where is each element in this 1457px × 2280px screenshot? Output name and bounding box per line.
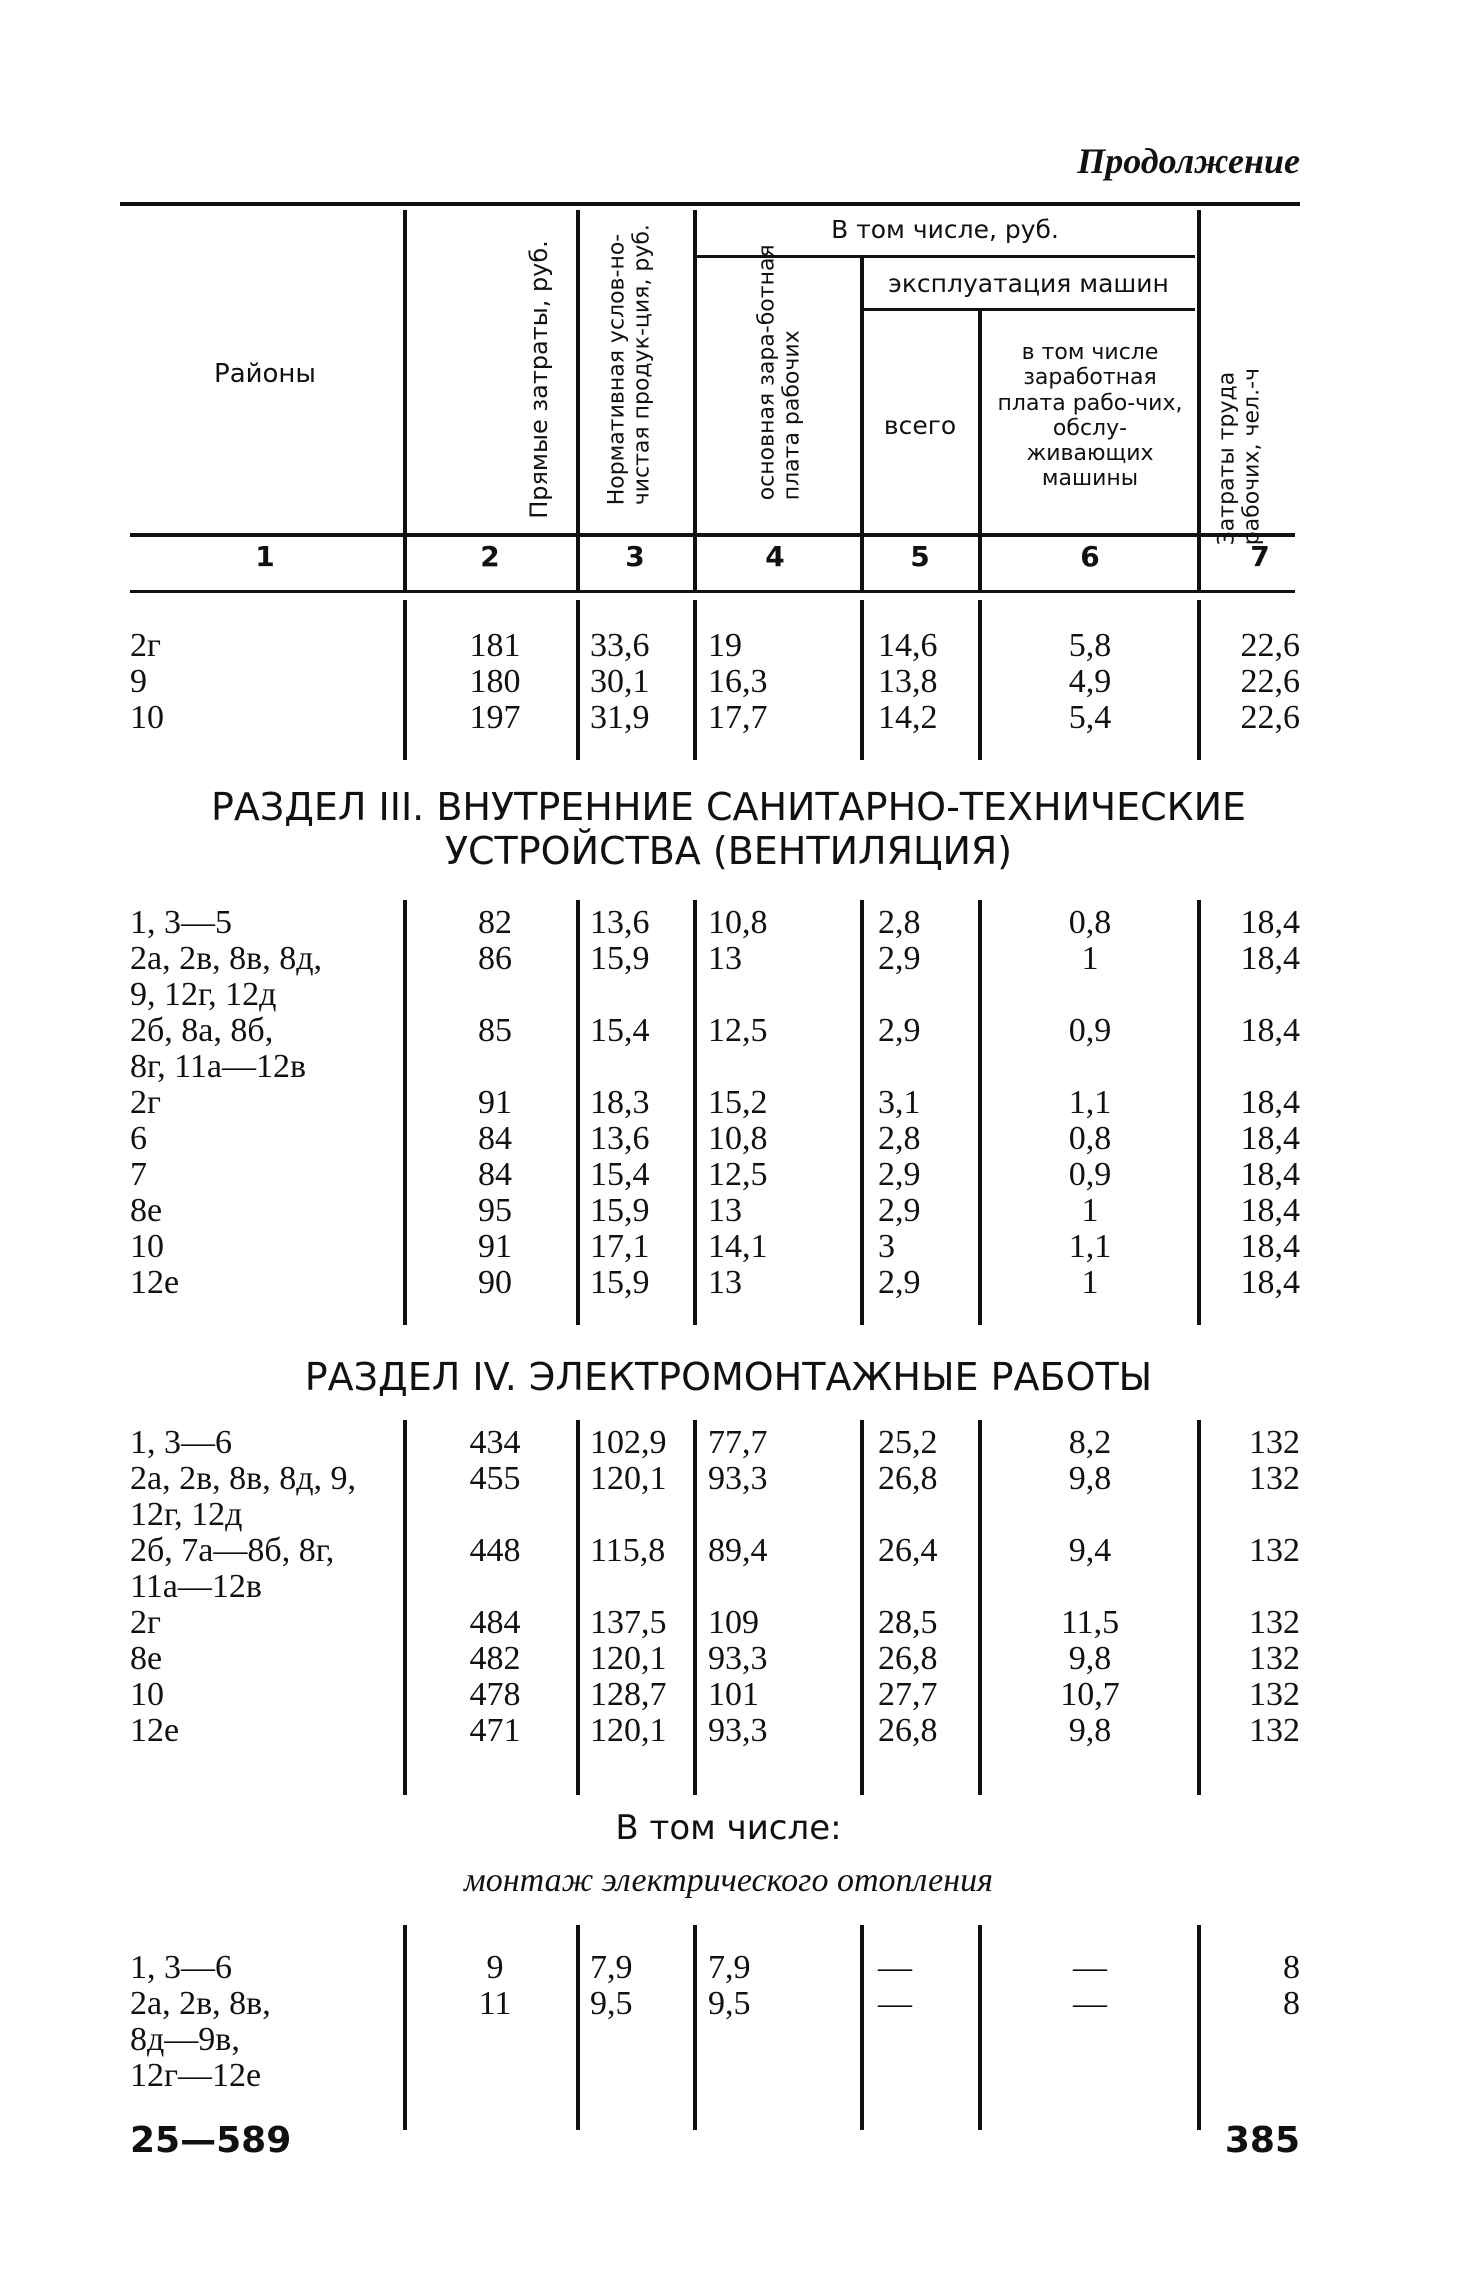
cell-c5: 2,9 (878, 1192, 921, 1229)
cell-c6: 10,7 (1060, 1676, 1120, 1713)
cell-c7: 132 (1249, 1676, 1300, 1713)
cell-c7: 18,4 (1240, 1156, 1300, 1193)
cell-c4: 13 (708, 940, 742, 977)
cell-c3: 128,7 (590, 1676, 667, 1713)
cell-c6: — (1073, 1949, 1107, 1986)
block1-vrule-4 (693, 900, 697, 1325)
cell-c7: 18,4 (1240, 1012, 1300, 1049)
cell-c3: 120,1 (590, 1640, 667, 1677)
block3-vrule-2 (403, 1925, 407, 2130)
cell-c2: 471 (469, 1712, 521, 1749)
row-district: 12е (130, 1712, 180, 1749)
cell-c3: 17,1 (590, 1228, 650, 1265)
cell-c5: 26,4 (878, 1532, 938, 1569)
section-3-title: РАЗДЕЛ III. ВНУТРЕННИЕ САНИТАРНО-ТЕХНИЧЕСКИЕ УСТРОЙСТВА (ВЕНТИЛЯЦИЯ) (210, 785, 1247, 873)
machine-underline (862, 308, 1195, 311)
block0-vrule-4 (693, 600, 697, 760)
cell-c7: 18,4 (1240, 1264, 1300, 1301)
cell-c4: 77,7 (708, 1424, 768, 1461)
cell-c4: 10,8 (708, 904, 768, 941)
cell-c6: 0,9 (1068, 1012, 1112, 1049)
cell-c3: 33,6 (590, 627, 650, 664)
cell-c3: 15,4 (590, 1156, 650, 1193)
cell-c4: 19 (708, 627, 742, 664)
row-district: 2а, 2в, 8в, 8д, 9, 12г, 12д (130, 1460, 356, 1533)
cell-c7: 18,4 (1240, 904, 1300, 941)
cell-c5: 2,9 (878, 1156, 921, 1193)
cell-c7: 132 (1249, 1712, 1300, 1749)
row-district: 2а, 2в, 8в, 8д—9в, 12г—12е (130, 1985, 271, 2094)
cell-c5: 26,8 (878, 1712, 938, 1749)
cell-c3: 15,9 (590, 940, 650, 977)
row-district: 2г (130, 1604, 161, 1641)
subsection-name: монтаж электрического отопления (464, 1862, 993, 1899)
cell-c3: 15,4 (590, 1012, 650, 1049)
colnum-bottom-rule (130, 590, 1295, 593)
header-vrule-7 (1197, 210, 1201, 590)
cell-c3: 30,1 (590, 663, 650, 700)
colnum-1: 1 (255, 540, 275, 573)
header-vrule-4 (693, 210, 697, 590)
cell-c3: 120,1 (590, 1460, 667, 1497)
row-district: 2г (130, 1084, 161, 1121)
cell-c7: 18,4 (1240, 1192, 1300, 1229)
row-district: 10 (130, 1676, 164, 1713)
cell-c3: 115,8 (590, 1532, 666, 1569)
block1-vrule-7 (1197, 900, 1201, 1325)
cell-c3: 31,9 (590, 699, 650, 736)
cell-c5: 25,2 (878, 1424, 938, 1461)
cell-c5: — (878, 1985, 912, 2022)
row-district: 6 (130, 1120, 147, 1157)
cell-c6: 1,1 (1068, 1084, 1112, 1121)
header-including: В том числе, руб. (831, 215, 1059, 244)
cell-c3: 15,9 (590, 1192, 650, 1229)
cell-c4: 17,7 (708, 699, 768, 736)
cell-c4: 93,3 (708, 1460, 768, 1497)
header-vrule-3 (576, 210, 580, 590)
block3-vrule-5 (860, 1925, 864, 2130)
header-bottom-rule (130, 533, 1295, 537)
colnum-4: 4 (765, 540, 785, 573)
header-total: всего (883, 411, 957, 440)
cell-c4: 14,1 (708, 1228, 768, 1265)
cell-c2: 82 (478, 904, 512, 941)
header-machine-ops: эксплуатация машин (888, 269, 1169, 298)
cell-c7: 18,4 (1240, 1228, 1300, 1265)
cell-c4: 93,3 (708, 1640, 768, 1677)
header-base-wage: основная зара-ботная плата рабочих (754, 244, 805, 501)
cell-c4: 89,4 (708, 1532, 768, 1569)
cell-c5: 13,8 (878, 663, 938, 700)
block0-vrule-5 (860, 600, 864, 760)
cell-c5: 26,8 (878, 1460, 938, 1497)
cell-c7: 18,4 (1240, 1084, 1300, 1121)
cell-c2: 95 (478, 1192, 512, 1229)
cell-c5: 14,6 (878, 627, 938, 664)
row-district: 1, 3—6 (130, 1424, 232, 1461)
cell-c5: 3 (878, 1228, 895, 1265)
block2-vrule-5 (860, 1420, 864, 1795)
cell-c6: 1 (1081, 1192, 1099, 1229)
cell-c4: 7,9 (708, 1949, 751, 1986)
cell-c6: 0,8 (1068, 1120, 1112, 1157)
cell-c4: 13 (708, 1264, 742, 1301)
cell-c3: 102,9 (590, 1424, 667, 1461)
cell-c4: 13 (708, 1192, 742, 1229)
cell-c2: 85 (478, 1012, 512, 1049)
header-normative: Нормативная услов-но-чистая продук-ция, руб. (604, 224, 655, 506)
colnum-7: 7 (1250, 540, 1270, 573)
block0-vrule-2 (403, 600, 407, 760)
cell-c5: 27,7 (878, 1676, 938, 1713)
cell-c4: 12,5 (708, 1156, 768, 1193)
cell-c2: 91 (478, 1084, 512, 1121)
block0-vrule-6 (978, 600, 982, 760)
cell-c5: 14,2 (878, 699, 938, 736)
cell-c4: 15,2 (708, 1084, 768, 1121)
colnum-5: 5 (910, 540, 930, 573)
block1-vrule-2 (403, 900, 407, 1325)
cell-c6: 8,2 (1068, 1424, 1112, 1461)
cell-c3: 9,5 (590, 1985, 633, 2022)
block0-vrule-3 (576, 600, 580, 760)
cell-c5: 26,8 (878, 1640, 938, 1677)
cell-c6: 9,8 (1068, 1712, 1112, 1749)
cell-c4: 16,3 (708, 663, 768, 700)
cell-c2: 90 (478, 1264, 512, 1301)
cell-c2: 478 (469, 1676, 521, 1713)
cell-c2: 434 (469, 1424, 521, 1461)
cell-c5: 28,5 (878, 1604, 938, 1641)
block3-vrule-7 (1197, 1925, 1201, 2130)
block1-vrule-5 (860, 900, 864, 1325)
section-4-title: РАЗДЕЛ IV. ЭЛЕКТРОМОНТАЖНЫЕ РАБОТЫ (304, 1355, 1153, 1399)
cell-c2: 448 (469, 1532, 521, 1569)
cell-c4: 101 (708, 1676, 759, 1713)
cell-c7: 22,6 (1240, 663, 1300, 700)
cell-c2: 9 (486, 1949, 504, 1986)
cell-c5: — (878, 1949, 912, 1986)
header-labor: Затраты труда рабочих, чел.-ч (1214, 367, 1265, 546)
block3-vrule-3 (576, 1925, 580, 2130)
cell-c5: 2,8 (878, 904, 921, 941)
cell-c2: 455 (469, 1460, 521, 1497)
cell-c6: — (1073, 1985, 1107, 2022)
block2-vrule-3 (576, 1420, 580, 1795)
row-district: 1, 3—6 (130, 1949, 232, 1986)
cell-c7: 132 (1249, 1640, 1300, 1677)
header-districts: Районы (214, 359, 316, 389)
continuation-label: Продолжение (1077, 141, 1300, 181)
cell-c2: 197 (469, 699, 521, 736)
block1-vrule-3 (576, 900, 580, 1325)
cell-c2: 11 (478, 1985, 512, 2022)
row-district: 12е (130, 1264, 180, 1301)
block2-vrule-4 (693, 1420, 697, 1795)
cell-c2: 86 (478, 940, 512, 977)
cell-c7: 132 (1249, 1424, 1300, 1461)
cell-c6: 9,8 (1068, 1640, 1112, 1677)
cell-c2: 84 (478, 1120, 512, 1157)
cell-c3: 15,9 (590, 1264, 650, 1301)
table-top-rule (120, 202, 1300, 206)
row-district: 2а, 2в, 8в, 8д, 9, 12г, 12д (130, 940, 322, 1013)
colnum-2: 2 (480, 540, 500, 573)
cell-c4: 109 (708, 1604, 759, 1641)
cell-c3: 13,6 (590, 1120, 650, 1157)
header-vrule-2 (403, 210, 407, 590)
row-district: 1, 3—5 (130, 904, 232, 941)
cell-c2: 181 (469, 627, 521, 664)
header-machine-wage: в том числе заработная плата рабо-чих, обслу-живающих машины (997, 340, 1183, 492)
row-district: 7 (130, 1156, 147, 1193)
cell-c6: 5,4 (1068, 699, 1112, 736)
cell-c7: 8 (1283, 1949, 1300, 1986)
cell-c2: 482 (469, 1640, 521, 1677)
cell-c3: 18,3 (590, 1084, 650, 1121)
row-district: 10 (130, 699, 164, 736)
cell-c2: 91 (478, 1228, 512, 1265)
block2-vrule-6 (978, 1420, 982, 1795)
cell-c6: 4,9 (1068, 663, 1112, 700)
cell-c5: 2,9 (878, 1264, 921, 1301)
cell-c7: 8 (1283, 1985, 1300, 2022)
cell-c4: 12,5 (708, 1012, 768, 1049)
row-district: 8е (130, 1192, 163, 1229)
cell-c6: 1,1 (1068, 1228, 1112, 1265)
row-district: 2г (130, 627, 161, 664)
cell-c7: 22,6 (1240, 699, 1300, 736)
block2-vrule-2 (403, 1420, 407, 1795)
cell-c5: 3,1 (878, 1084, 921, 1121)
cell-c5: 2,9 (878, 1012, 921, 1049)
colnum-6: 6 (1080, 540, 1100, 573)
row-district: 10 (130, 1228, 164, 1265)
subsection-intro: В том числе: (615, 1808, 842, 1848)
cell-c6: 11,5 (1060, 1604, 1120, 1641)
cell-c5: 2,9 (878, 940, 921, 977)
cell-c4: 9,5 (708, 1985, 751, 2022)
cell-c7: 132 (1249, 1604, 1300, 1641)
page-number: 385 (1224, 2120, 1300, 2161)
block3-vrule-4 (693, 1925, 697, 2130)
cell-c5: 2,8 (878, 1120, 921, 1157)
cell-c6: 0,8 (1068, 904, 1112, 941)
cell-c6: 0,9 (1068, 1156, 1112, 1193)
cell-c4: 93,3 (708, 1712, 768, 1749)
cell-c3: 7,9 (590, 1949, 633, 1986)
cell-c7: 132 (1249, 1460, 1300, 1497)
cell-c6: 9,8 (1068, 1460, 1112, 1497)
cell-c6: 5,8 (1068, 627, 1112, 664)
block1-vrule-6 (978, 900, 982, 1325)
header-vrule-6 (978, 310, 982, 590)
cell-c7: 22,6 (1240, 627, 1300, 664)
cell-c6: 9,4 (1068, 1532, 1112, 1569)
cell-c3: 137,5 (590, 1604, 667, 1641)
row-district: 2б, 8а, 8б, 8г, 11а—12в (130, 1012, 306, 1085)
cell-c7: 18,4 (1240, 940, 1300, 977)
header-direct-costs: Прямые затраты, руб. (525, 240, 554, 519)
row-district: 9 (130, 663, 147, 700)
cell-c7: 132 (1249, 1532, 1300, 1569)
colnum-3: 3 (625, 540, 645, 573)
cell-c2: 84 (478, 1156, 512, 1193)
cell-c4: 10,8 (708, 1120, 768, 1157)
block2-vrule-7 (1197, 1420, 1201, 1795)
footer-signature: 25—589 (130, 2120, 292, 2161)
cell-c7: 18,4 (1240, 1120, 1300, 1157)
row-district: 8е (130, 1640, 163, 1677)
cell-c2: 484 (469, 1604, 521, 1641)
cell-c6: 1 (1081, 940, 1099, 977)
cell-c3: 120,1 (590, 1712, 667, 1749)
cell-c2: 180 (469, 663, 521, 700)
cell-c6: 1 (1081, 1264, 1099, 1301)
block3-vrule-6 (978, 1925, 982, 2130)
row-district: 2б, 7а—8б, 8г, 11а—12в (130, 1532, 335, 1605)
cell-c3: 13,6 (590, 904, 650, 941)
block0-vrule-7 (1197, 600, 1201, 760)
